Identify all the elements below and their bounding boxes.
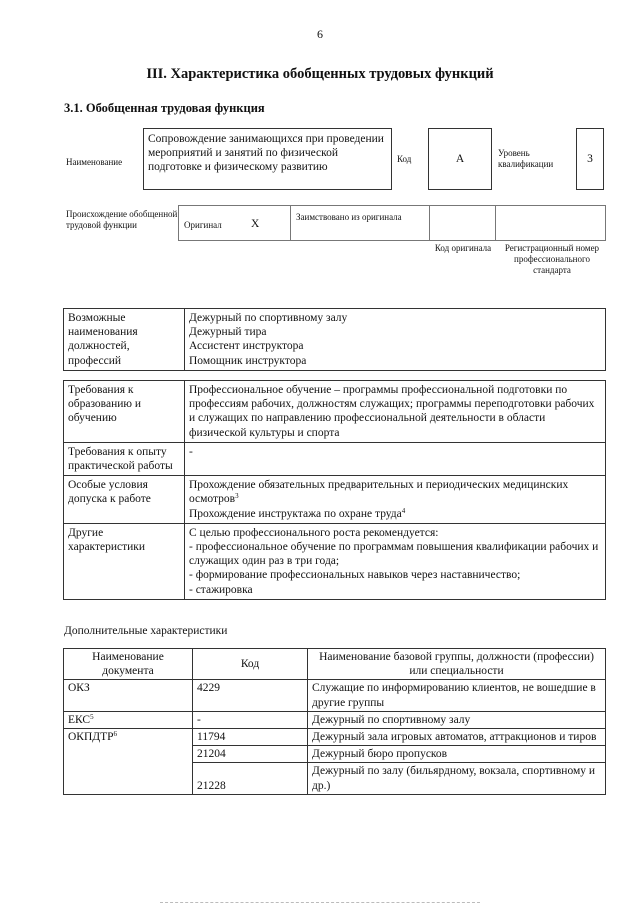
doc-name: ОКЗ (68, 682, 90, 695)
requirement-label: Требования к опыту практической работы (64, 442, 185, 475)
code-cell: 4229 (193, 680, 308, 711)
name-value: Сопровождение занимающихся при проведении мероприятий и занятий по физической подготовке и физическому развитию (148, 133, 384, 173)
table-row (64, 711, 606, 728)
original-label: Оригинал (184, 220, 222, 230)
positions-label: Возможные наименования должностей, профессий (64, 309, 185, 371)
name-cell: Дежурный по залу (бильярдному, вокзала, спортивному и др.) (308, 763, 606, 794)
name-cell: Служащие по информированию клиентов, не вошедшие в другие группы (308, 680, 606, 711)
requirement-value (185, 476, 606, 524)
page-bottom-edge (160, 902, 480, 904)
requirements-table (63, 380, 606, 600)
requirement-text: Прохождение обязательных предварительных и периодических медицинских осмотров (189, 479, 569, 506)
table-row (64, 523, 606, 599)
footnote-ref: 5 (90, 712, 94, 721)
requirement-value (185, 523, 606, 599)
table-header-row (64, 649, 606, 680)
requirement-label: Требования к образованию и обучению (64, 381, 185, 443)
position-item: Ассистент инструктора (189, 340, 304, 353)
requirement-value: - (185, 442, 606, 475)
origin-box (178, 205, 606, 241)
additional-title: Дополнительные характеристики (64, 625, 228, 637)
position-item: Дежурный тира (189, 326, 267, 339)
doc-cell (64, 680, 193, 711)
table-row (64, 442, 606, 475)
origin-divider-2 (429, 205, 430, 241)
code-cell: - (193, 711, 308, 728)
code-cell: 21204 (193, 746, 308, 763)
doc-cell (64, 711, 193, 728)
code-cell: 11794 (193, 729, 308, 746)
footnote-ref: 3 (235, 492, 239, 501)
code-original-caption: Код оригинала (434, 243, 492, 253)
requirement-line: - формирование профессиональных навыков через наставничество; (189, 569, 521, 582)
origin-divider-1 (290, 205, 291, 241)
requirement-line: С целью профессионального роста рекомендуется: (189, 526, 439, 539)
requirement-text: Прохождение инструктажа по охране труда (189, 507, 402, 520)
origin-divider-3 (495, 205, 496, 241)
name-cell: Дежурный зала игровых автоматов, аттракционов и тиров (308, 729, 606, 746)
table-row (64, 680, 606, 711)
doc-name: ОКПДТР (68, 731, 114, 744)
requirement-line: - профессиональное обучение по программам повышения квалификации рабочих и служащих один раз в три года; (189, 541, 599, 568)
positions-table (63, 308, 606, 371)
column-header: Код (193, 649, 308, 680)
level-value-box (576, 128, 604, 190)
level-value: 3 (587, 153, 593, 165)
section-title: III. Характеристика обобщенных трудовых функций (146, 66, 494, 82)
footnote-ref: 6 (113, 730, 118, 739)
name-cell: Дежурный по спортивному залу (308, 711, 606, 728)
table-row (64, 729, 606, 746)
origin-label: Происхождение обобщенной трудовой функции (66, 209, 178, 230)
position-item: Дежурный по спортивному залу (189, 312, 348, 324)
page-number: 6 (317, 27, 323, 41)
original-mark: Х (251, 218, 260, 230)
requirement-line: - стажировка (189, 583, 253, 596)
column-header: Наименование базовой группы, должности (профессии) или специальности (308, 649, 606, 680)
doc-name: ЕКС (68, 713, 91, 726)
code-cell: 21228 (193, 763, 308, 794)
table-row (64, 381, 606, 443)
code-value: А (455, 153, 465, 165)
subsection-title: 3.1. Обобщенная трудовая функция (64, 101, 265, 115)
doc-cell (64, 729, 193, 795)
column-header: Наименование документа (64, 649, 193, 680)
name-value-box (143, 128, 392, 190)
code-label: Код (397, 154, 412, 164)
requirement-label: Другие характеристики (64, 523, 185, 599)
code-value-box (428, 128, 492, 190)
level-label: Уровень квалификации (498, 148, 554, 169)
requirement-value: Профессиональное обучение – программы профессиональной подготовки по профессиям рабочих, должностям служащих; программы переподготовки рабочих и служащих по направлению профессиональной деятельности в области физической культуры и спорта (185, 381, 606, 443)
footnote-ref: 4 (401, 506, 406, 515)
requirement-label: Особые условия допуска к работе (64, 476, 185, 524)
name-cell: Дежурный бюро пропусков (308, 746, 606, 763)
reg-number-caption: Регистрационный номер профессионального стандарта (504, 243, 600, 275)
additional-table (63, 648, 606, 795)
name-label: Наименование (66, 157, 123, 167)
borrowed-label: Заимствовано из оригинала (296, 212, 402, 222)
position-item: Помощник инструктора (189, 354, 307, 367)
table-row (64, 476, 606, 524)
positions-list (185, 309, 606, 371)
